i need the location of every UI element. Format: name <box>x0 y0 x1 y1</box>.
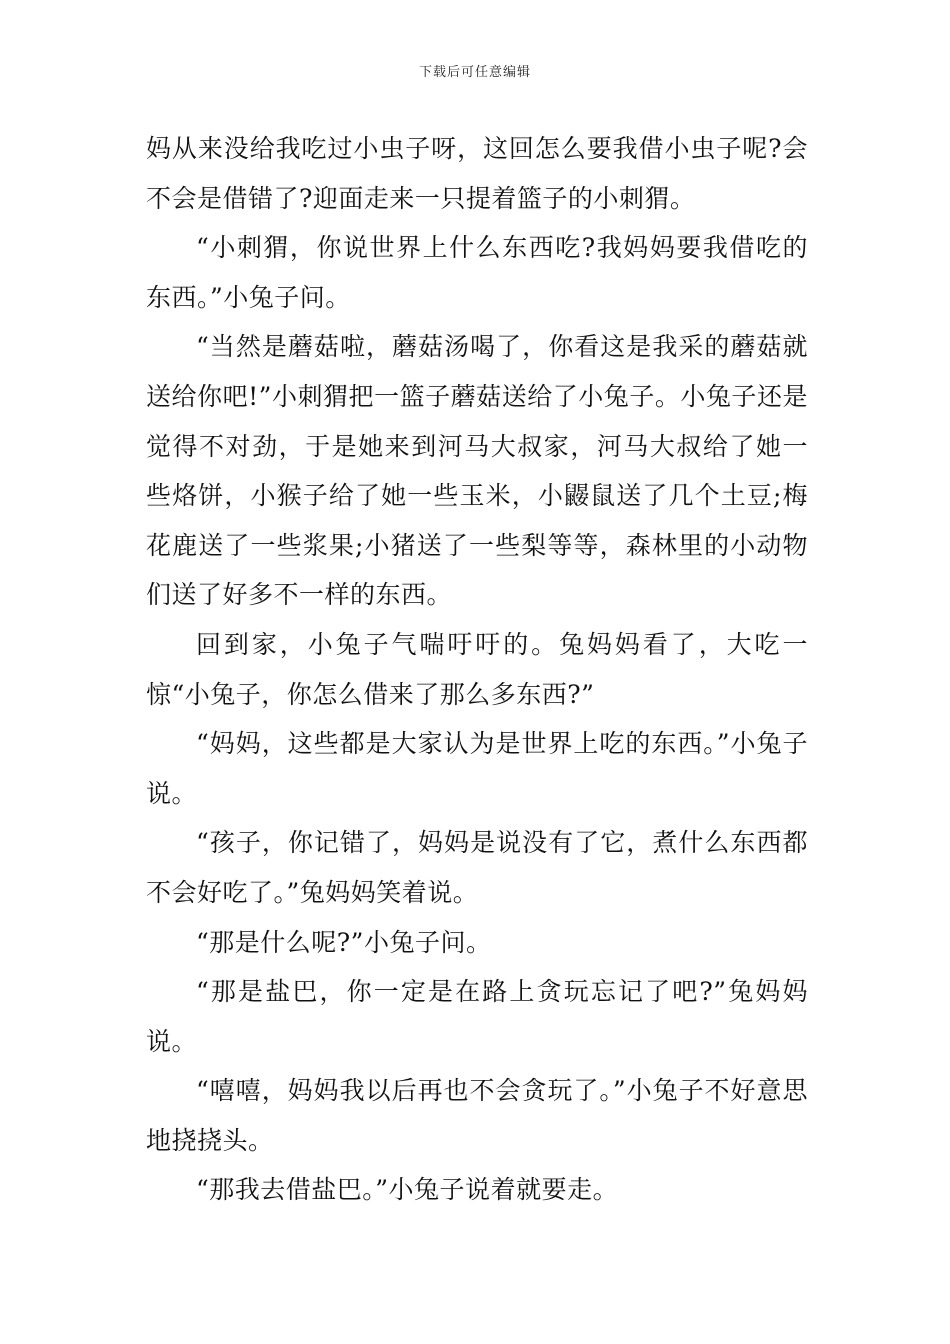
page-header: 下载后可任意编辑 <box>418 65 531 80</box>
paragraph-10: “那我去借盐巴。”小兔子说着就要走。 <box>196 1175 619 1205</box>
paragraph-5: “妈妈，这些都是大家认为是世界上吃的东西。”小兔子说。 <box>146 729 808 808</box>
paragraph-7: “那是什么呢?”小兔子问。 <box>196 927 492 957</box>
paragraph-4: 回到家，小兔子气喘吁吁的。兔妈妈看了，大吃一惊“小兔子，你怎么借来了那么多东西?” <box>146 629 808 709</box>
paragraph-3: “当然是蘑菇啦，蘑菇汤喝了，你看这是我采的蘑菇就送给你吧!”小刺猬把一篮子蘑菇送给了小兔子。小兔子还是觉得不对劲，于是她来到河马大叔家，河马大叔给了她一些烙饼，小猴子给了她一些玉米，小鼹鼠送了几个土豆;梅花鹿送了一些浆果;小猪送了一些梨等等，森林里的小动物们送了好多不一样的东西。 <box>146 332 808 610</box>
paragraph-2: “小刺猬，你说世界上什么东西吃?我妈妈要我借吃的东西。”小兔子问。 <box>146 233 808 312</box>
paragraph-8: “那是盐巴，你一定是在路上贪玩忘记了吧?”兔妈妈说。 <box>146 977 808 1056</box>
document-body <box>146 124 808 1215</box>
paragraph-6: “孩子，你记错了，妈妈是说没有了它，煮什么东西都不会好吃了。”兔妈妈笑着说。 <box>146 828 808 907</box>
paragraph-9: “嘻嘻，妈妈我以后再也不会贪玩了。”小兔子不好意思地挠挠头。 <box>146 1076 808 1155</box>
paragraph-1: 妈从来没给我吃过小虫子呀，这回怎么要我借小虫子呢?会不会是借错了?迎面走来一只提着篮子的小刺猬。 <box>146 134 808 213</box>
